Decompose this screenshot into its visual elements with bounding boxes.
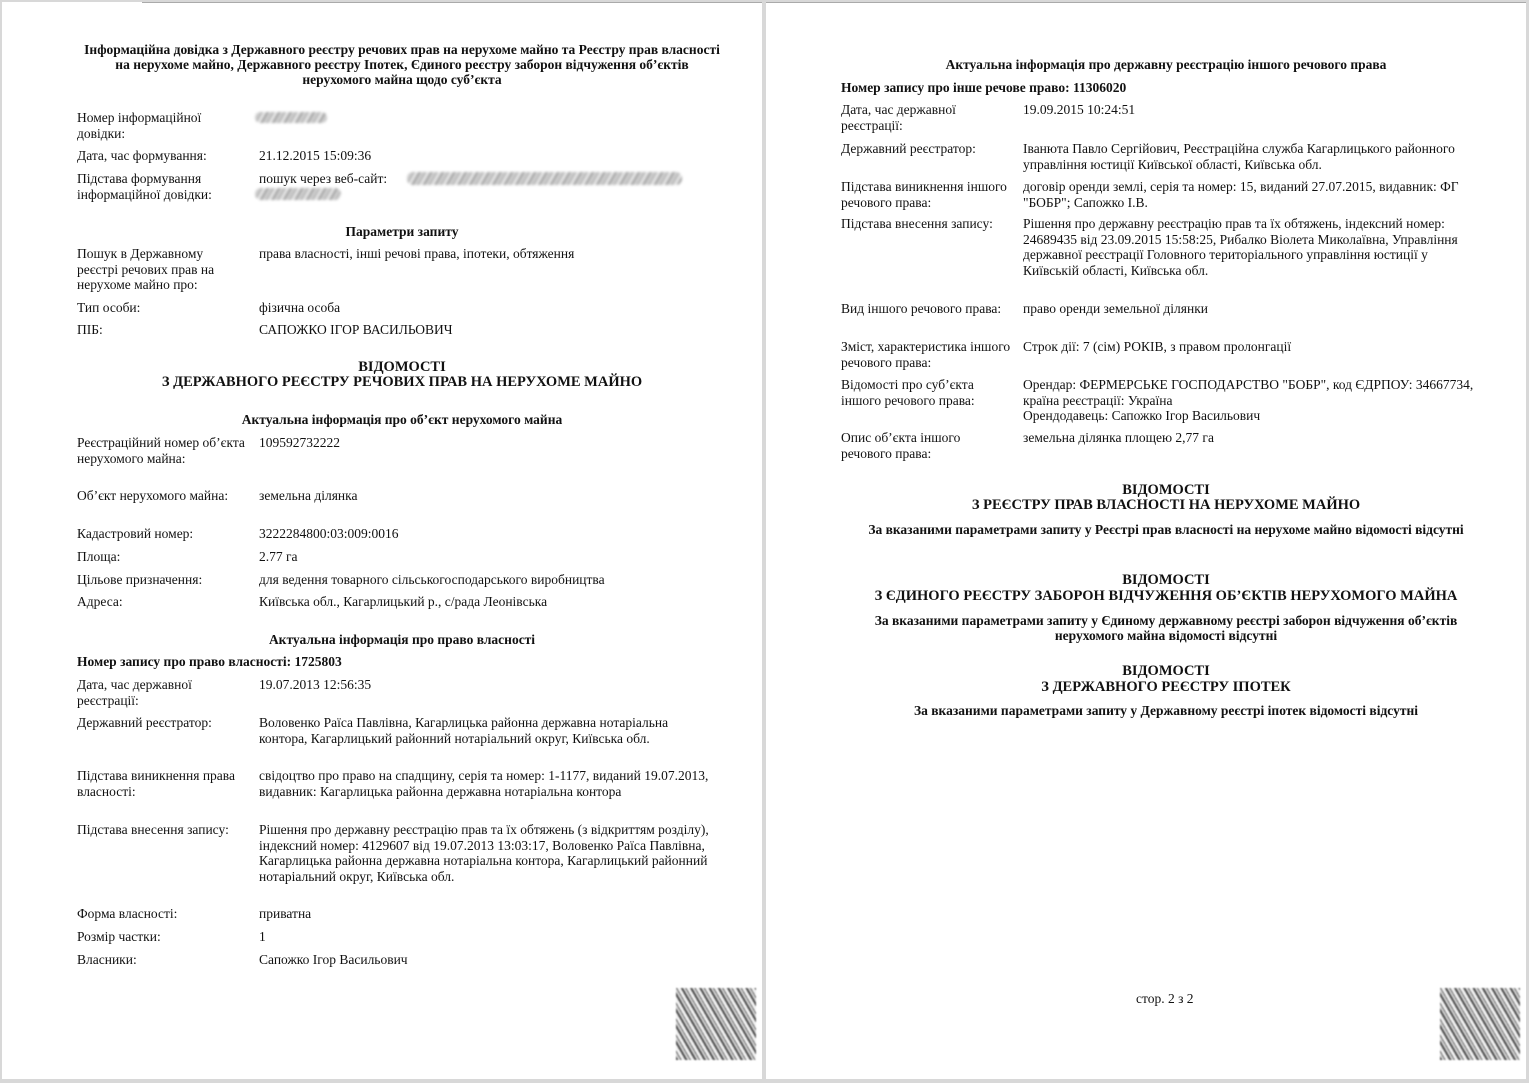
ownership-value: Сапожко Ігор Васильович [259,952,408,967]
page-number: стор. 2 з 2 [1136,991,1194,1006]
ownership-label: Власники: [77,952,137,967]
object-value: 109592732222 [259,435,340,450]
object-row [77,549,717,567]
ownership-label: Форма власності: [77,906,178,921]
object-value: 2.77 га [259,549,298,564]
document-page-1 [2,2,762,1079]
ownership-label: Підстава внесення запису: [77,822,229,837]
other-right-label: Підстава виникнення іншого речового права: [841,179,1007,210]
section-note: За вказаними параметрами запиту у Державному реєстрі іпотек відомості відсутні [913,703,1419,718]
other-right-row [841,430,1481,464]
object-value: Київська обл., Кагарлицький р., с/рада Леонівська [259,594,548,609]
object-label: Реєстраційний номер об’єкта нерухомого майна: [77,435,245,466]
other-right-label: Підстава внесення запису: [841,216,993,231]
other-right-row [841,216,1481,294]
ownership-value: свідоцтво про право на спадщину, серія та номер: 1-1177, виданий 19.07.2013, видавник: Кагарлицька районна державна нотаріальна контора [259,768,709,799]
param-row-name [77,322,717,340]
page-top-border [142,2,762,3]
info-row-number [77,110,717,142]
other-right-row [841,102,1481,136]
object-label: Кадастровий номер: [77,526,194,541]
ownership-row [77,677,717,711]
other-right-label: Дата, час державної реєстрації: [841,102,956,133]
other-right-value: право оренди земельної ділянки [1023,301,1208,316]
param-value: права власності, інші речові права, іпотеки, обтяження [259,246,575,261]
section-subheading: З ДЕРЖАВНОГО РЕЄСТРУ ІПОТЕК [1041,679,1291,695]
ownership-row [77,768,717,816]
object-label: Об’єкт нерухомого майна: [77,488,229,503]
section-subheading: З ЄДИНОГО РЕЄСТРУ ЗАБОРОН ВІДЧУЖЕННЯ ОБ’ЄКТІВ НЕРУХОМОГО МАЙНА [874,588,1458,604]
section-heading: ВІДОМОСТІ [1122,663,1210,679]
object-row [77,572,717,590]
param-row-type [77,300,717,318]
ownership-label: Дата, час державної реєстрації: [77,677,192,708]
ownership-title: Актуальна інформація про право власності [268,632,536,647]
object-value: земельна ділянка [259,488,358,503]
ownership-record-number: Номер запису про право власності: 1725803 [77,654,342,669]
qr-code-stamp [1440,988,1520,1060]
param-label: Тип особи: [77,300,141,315]
ownership-value: Рішення про державну реєстрацію прав та їх обтяжень (з відкриттям розділу), індексний номер: 4129607 від 19.07.2013 13:03:17, Воловенко Раїса Павлівна, Кагарлицька районна державна нотаріальна контора, Кагарлицький районний нотаріальний округ, Київська обл. [259,822,709,884]
section-heading: ВІДОМОСТІ [1122,572,1210,588]
object-label: Площа: [77,549,121,564]
object-label: Цільове призначення: [77,572,203,587]
params-title: Параметри запиту [345,224,459,239]
info-value: 21.12.2015 15:09:36 [259,148,372,163]
ownership-row [77,929,717,947]
other-right-row [841,339,1481,373]
ownership-value: 1 [259,929,266,944]
other-right-label: Зміст, характеристика іншого речового права: [841,339,1011,370]
other-right-record-number: Номер запису про інше речове право: 11306020 [841,80,1127,95]
other-right-value: Рішення про державну реєстрацію прав та їх обтяжень, індексний номер: 24689435 від 23.09.2015 15:58:25, Рибалко Віолета Миколаївна, Управління державної реєстрації Головного територіального управління юстиції у Київській області, Київська обл. [1023,216,1458,278]
ownership-row [77,822,717,902]
redacted-number [255,112,327,123]
page-top-border [766,2,1526,3]
other-right-row [841,377,1481,425]
section-note: За вказаними параметрами запиту у Реєстрі прав власності на нерухоме майно відомості відсутні [868,522,1464,537]
ownership-row [77,906,717,924]
object-title: Актуальна інформація про об’єкт нерухомого майна [241,412,563,427]
info-row-date [77,148,717,166]
object-label: Адреса: [77,594,123,609]
info-label: Підстава формування інформаційної довідки: [77,171,212,202]
object-value: для ведення товарного сільськогосподарського виробництва [259,572,605,587]
object-row [77,435,717,483]
other-right-label: Опис об’єкта іншого речового права: [841,430,961,461]
other-right-value: земельна ділянка площею 2,77 га [1023,430,1214,445]
ownership-label: Підстава виникнення права власності: [77,768,235,799]
other-right-value: Строк дії: 7 (сім) РОКІВ, з правом пролонгації [1023,339,1292,354]
redacted-website [407,172,682,185]
info-label: Номер інформаційної довідки: [77,110,202,141]
section-heading: ВІДОМОСТІ [358,359,446,375]
other-right-title: Актуальна інформація про державну реєстрацію іншого речового права [945,57,1387,72]
document-page-2 [766,2,1526,1079]
param-label: ПІБ: [77,322,103,337]
qr-code-stamp [676,988,756,1060]
redacted-website-line2 [255,188,341,200]
param-value: фізична особа [259,300,341,315]
ownership-label: Розмір частки: [77,929,161,944]
other-right-value: Іванюта Павло Сергійович, Реєстраційна служба Кагарлицького районного управління юстиції Київської області, Київська обл. [1023,141,1455,172]
section-heading: ВІДОМОСТІ [1122,482,1210,498]
param-value: САПОЖКО ІГОР ВАСИЛЬОВИЧ [259,322,453,337]
section-subheading: З ДЕРЖАВНОГО РЕЄСТРУ РЕЧОВИХ ПРАВ НА НЕРУХОМЕ МАЙНО [161,374,643,390]
other-right-label: Державний реєстратор: [841,141,976,156]
object-value: 3222284800:03:009:0016 [259,526,399,541]
ownership-value: Воловенко Раїса Павлівна, Кагарлицька районна державна нотаріальна контора, Кагарлицький районний нотаріальний округ, Київська обл. [259,715,669,746]
other-right-value: 19.09.2015 10:24:51 [1023,102,1136,117]
ownership-label: Державний реєстратор: [77,715,212,730]
other-right-row [841,141,1481,175]
info-label: Дата, час формування: [77,148,207,163]
object-row [77,488,717,522]
ownership-row [77,715,717,763]
object-row [77,526,717,544]
info-value: пошук через веб-сайт: [259,171,388,186]
other-right-label: Відомості про суб’єкта іншого речового права: [841,377,975,408]
other-right-value: Орендар: ФЕРМЕРСЬКЕ ГОСПОДАРСТВО "БОБР", код ЄДРПОУ: 34667734, країна реєстрації: Україна Орендодавець: Сапожко Ігор Васильович [1023,377,1474,423]
other-right-value: договір оренди землі, серія та номер: 15, виданий 27.07.2015, видавник: ФГ "БОБР"; Сапожко І.В. [1023,179,1459,210]
section-subheading: З РЕЄСТРУ ПРАВ ВЛАСНОСТІ НА НЕРУХОМЕ МАЙНО [971,497,1361,513]
ownership-row [77,952,717,970]
document-title: Інформаційна довідка з Державного реєстру речових прав на нерухоме майно та Реєстру прав власності на нерухоме майно, Державного реєстру Іпотек, Єдиного реєстру заборон відчуження об’єктів нерухомого майна щодо суб’єкта [84,42,720,87]
object-row [77,594,717,612]
section-note: За вказаними параметрами запиту у Єдиному державному реєстрі заборон відчуження об’єктів нерухомого майна відомості відсутні [874,613,1458,643]
other-right-row [841,179,1481,213]
other-right-label: Вид іншого речового права: [841,301,1002,316]
param-label: Пошук в Державному реєстрі речових прав на нерухоме майно про: [77,246,215,292]
param-row-search [77,246,717,294]
ownership-value: приватна [259,906,312,921]
other-right-row [841,301,1481,335]
ownership-value: 19.07.2013 12:56:35 [259,677,372,692]
info-row-basis [77,171,717,205]
